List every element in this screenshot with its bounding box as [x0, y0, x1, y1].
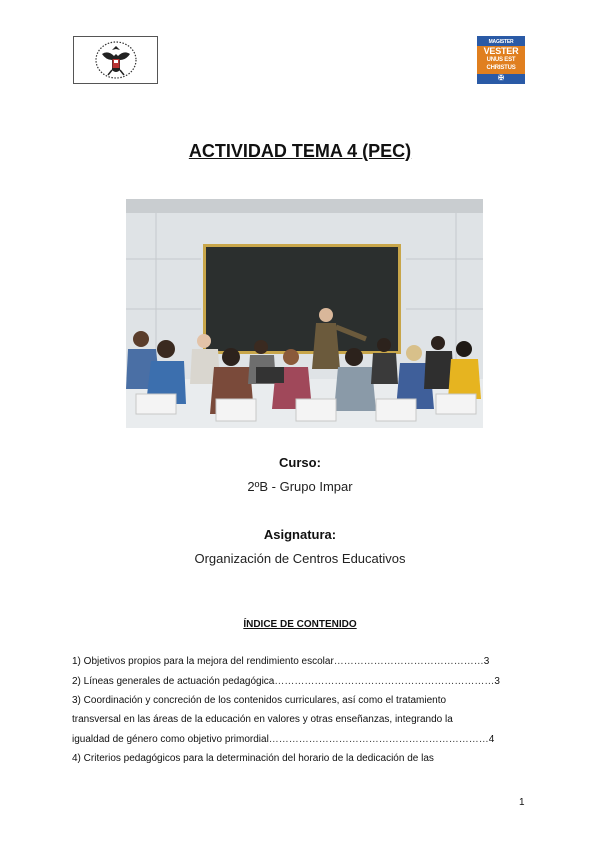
curso-value: 2ºB - Grupo Impar	[247, 479, 353, 494]
curso-label: Curso:	[279, 455, 321, 470]
toc-entry-text: igualdad de género como objetivo primordial	[72, 734, 269, 745]
toc-entry-dots: …………………………………………………………	[274, 676, 495, 687]
toc-entry-page: 4	[488, 734, 495, 745]
toc-entry-page: 3	[494, 676, 500, 687]
classroom-photo	[126, 199, 483, 428]
university-crest-logo	[73, 36, 158, 84]
page-number: 1	[519, 797, 525, 808]
toc-entry[interactable]	[72, 695, 532, 706]
toc-heading: ÍNDICE DE CONTENIDO	[243, 619, 357, 630]
cross-icon: ✠	[498, 75, 504, 82]
toc-entry[interactable]	[72, 656, 532, 667]
toc-entry-text: 2) Líneas generales de actuación pedagógica	[72, 676, 275, 687]
toc-entry-text: transversal en las áreas de la educación en valores y otras enseñanzas, integrando la	[72, 714, 453, 725]
toc-entry-text: 4) Criterios pedagógicos para la determinación del horario de la dedicación de las	[72, 753, 434, 764]
asignatura-value: Organización de Centros Educativos	[194, 551, 406, 566]
page-title: ACTIVIDAD TEMA 4 (PEC)	[188, 141, 412, 161]
toc-entry-text: 1) Objetivos propios para la mejora del rendimiento escolar	[72, 656, 334, 667]
toc-entry-dots: …………………………………………………………	[268, 734, 489, 745]
asignatura-label: Asignatura:	[263, 527, 337, 542]
university-crest-icon	[94, 40, 138, 80]
toc-entry[interactable]	[72, 753, 532, 764]
toc-entry-text: 3) Coordinación y concreción de los contenidos curriculares, así como el tratamiento	[72, 695, 447, 706]
logo-line-3: UNUS EST	[486, 57, 516, 63]
logo-line-4: CHRISTUS	[486, 65, 516, 71]
toc-entry-continuation[interactable]	[72, 734, 532, 745]
toc-entry-continuation	[72, 714, 532, 725]
toc-entry-page: 3	[483, 656, 490, 667]
toc-entry[interactable]	[72, 676, 532, 687]
logo-line-1: MAGISTER	[488, 39, 514, 45]
toc-entry-dots: ………………………………………	[333, 656, 484, 667]
logo-line-2: VESTER	[483, 46, 519, 56]
magister-vester-logo	[477, 36, 525, 84]
